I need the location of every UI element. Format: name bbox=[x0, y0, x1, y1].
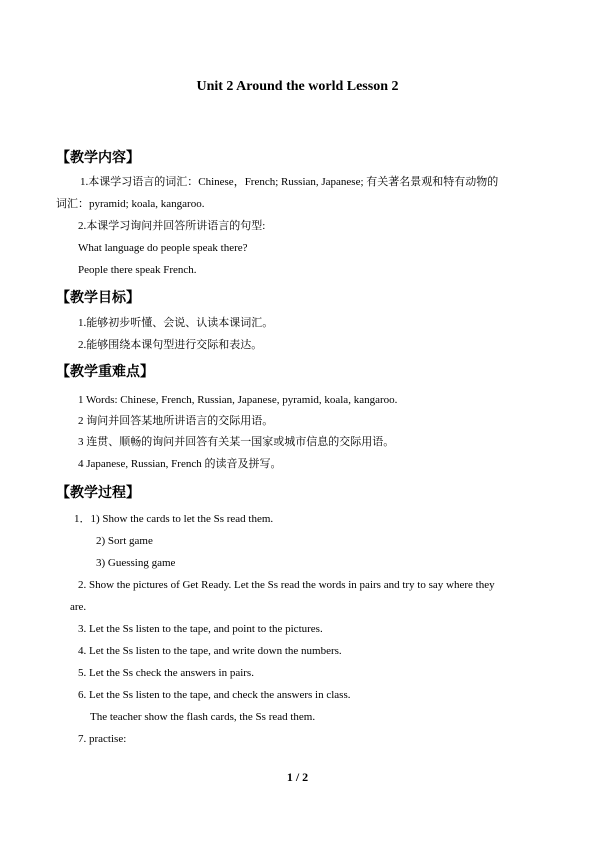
process-line: 4. Let the Ss listen to the tape, and write down the numbers. bbox=[78, 645, 342, 657]
content-line: 词汇：pyramid; koala, kangaroo. bbox=[56, 198, 205, 210]
process-line: 5. Let the Ss check the answers in pairs. bbox=[78, 667, 254, 679]
objective-line: 1.能够初步听懂、会说、认读本课词汇。 bbox=[78, 317, 274, 329]
content-line: People there speak French. bbox=[78, 264, 197, 276]
process-line: 3) Guessing game bbox=[96, 557, 176, 569]
key-point-line: 4 Japanese, Russian, French 的读音及拼写。 bbox=[78, 458, 282, 470]
process-line: 2) Sort game bbox=[96, 535, 153, 547]
content-line: What language do people speak there? bbox=[78, 242, 248, 254]
process-line: 6. Let the Ss listen to the tape, and check the answers in class. bbox=[78, 689, 351, 701]
section-heading-process: 【教学过程】 bbox=[56, 485, 140, 501]
content-line: 1.本课学习语言的词汇：Chinese，French; Russian, Japanese; 有关著名景观和特有动物的 bbox=[80, 176, 499, 188]
key-point-line: 3 连贯、顺畅的询问并回答有关某一国家或城市信息的交际用语。 bbox=[78, 436, 395, 448]
process-line: The teacher show the flash cards, the Ss read them. bbox=[90, 711, 316, 723]
page-number: 1 / 2 bbox=[286, 770, 309, 784]
section-heading-objectives: 【教学目标】 bbox=[56, 290, 140, 306]
document-title: Unit 2 Around the world Lesson 2 bbox=[196, 79, 399, 94]
process-line: 7. practise: bbox=[78, 733, 127, 745]
section-heading-content: 【教学内容】 bbox=[56, 150, 140, 166]
process-line: 1．1) Show the cards to let the Ss read them. bbox=[74, 513, 274, 525]
process-line: 3. Let the Ss listen to the tape, and point to the pictures. bbox=[78, 623, 323, 635]
content-line: 2.本课学习询问并回答所讲语言的句型: bbox=[78, 220, 266, 232]
section-heading-key-points: 【教学重难点】 bbox=[56, 364, 154, 380]
objective-line: 2.能够围绕本课句型进行交际和表达。 bbox=[78, 339, 263, 351]
process-line: are. bbox=[70, 601, 87, 613]
key-point-line: 1 Words: Chinese, French, Russian, Japanese, pyramid, koala, kangaroo. bbox=[78, 394, 398, 406]
key-point-line: 2 询问并回答某地所讲语言的交际用语。 bbox=[78, 415, 274, 427]
process-line: 2. Show the pictures of Get Ready. Let the Ss read the words in pairs and try to say where they bbox=[78, 579, 495, 591]
